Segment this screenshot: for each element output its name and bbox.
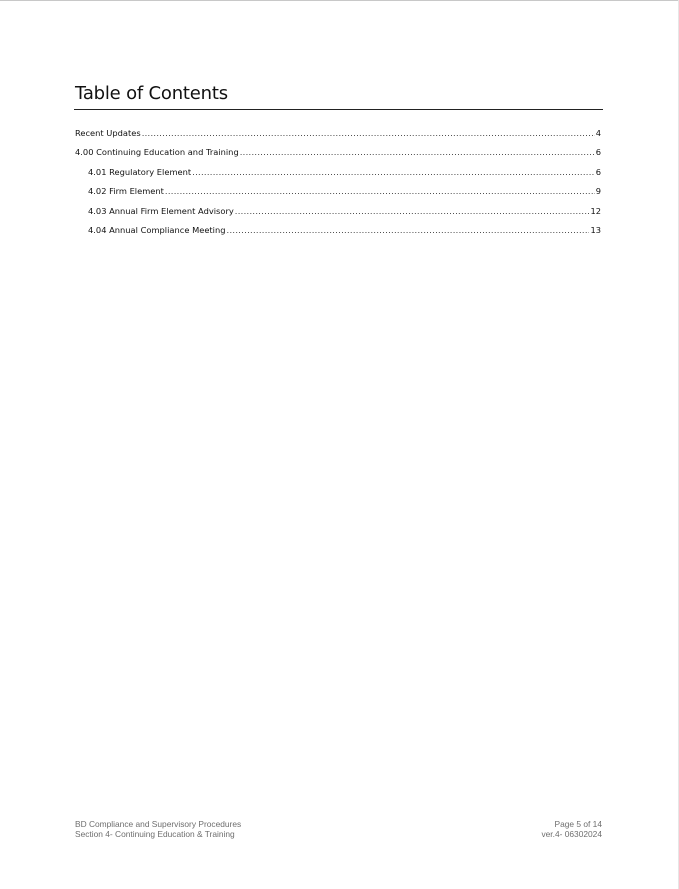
- toc-entry-text: 4.04 Annual Compliance Meeting: [88, 224, 226, 235]
- page-top-border: [0, 0, 679, 1]
- toc-entry-text: 4.03 Annual Firm Element Advisory: [88, 205, 234, 216]
- toc-entry-text: 4.02 Firm Element: [88, 186, 164, 197]
- footer-page-number: Page 5 of 14: [554, 819, 602, 829]
- toc-dot-leader: [235, 202, 590, 221]
- footer-document-title: BD Compliance and Supervisory Procedures: [75, 819, 242, 829]
- toc-dot-leader: [227, 221, 590, 240]
- toc-entry-firm-element[interactable]: [75, 182, 601, 201]
- footer-left: [75, 819, 241, 839]
- toc-dot-leader: [142, 124, 595, 143]
- toc-title: Table of Contents: [75, 83, 228, 104]
- toc-entry-annual-compliance-meeting[interactable]: [75, 221, 601, 240]
- footer-version: ver.4- 06302024: [541, 829, 602, 839]
- toc-dot-leader: [165, 182, 595, 201]
- toc-entry-text: 4.00 Continuing Education and Training: [75, 147, 239, 158]
- toc-entry-text: Recent Updates: [75, 128, 141, 138]
- toc-entry-text: 4.01 Regulatory Element: [88, 166, 192, 177]
- footer-right: [541, 819, 602, 839]
- footer-section-title: Section 4- Continuing Education & Training: [75, 829, 235, 839]
- toc-entry-page: 13: [590, 224, 601, 235]
- toc-dot-leader: [240, 143, 595, 162]
- toc-title-underline: [74, 109, 603, 110]
- toc-entry-regulatory-element[interactable]: [75, 163, 601, 182]
- toc-entry-page: 6: [595, 147, 601, 158]
- toc-list: [75, 124, 601, 240]
- toc-entry-continuing-education[interactable]: [75, 143, 601, 162]
- toc-entry-annual-firm-element-advisory[interactable]: [75, 202, 601, 221]
- toc-entry-page: 6: [595, 166, 601, 177]
- toc-entry-page: 4: [595, 128, 601, 138]
- toc-entry-recent-updates[interactable]: [75, 124, 601, 143]
- toc-entry-page: 12: [590, 205, 601, 216]
- toc-dot-leader: [192, 163, 595, 182]
- toc-entry-page: 9: [595, 186, 601, 197]
